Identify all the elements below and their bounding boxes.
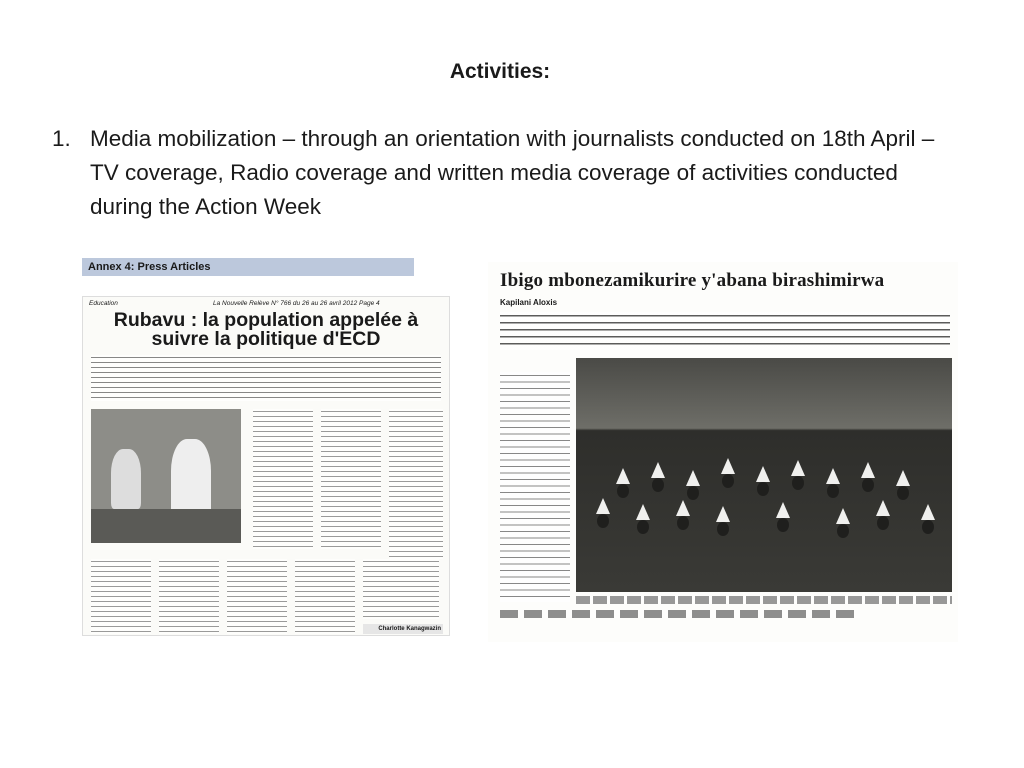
slide-title: Activities: [449,60,551,83]
article-headline-right: Ibigo mbonezamikurire y'abana birashimirwa [500,270,885,291]
photo-caption [576,596,952,604]
newspaper-page [82,296,450,636]
article-footer-text [500,610,860,618]
article-lead-text [91,355,441,401]
masthead-issue: La Nouvelle Relève N° 766 du 26 au 26 avril 2012 Page 4 [213,300,380,307]
bullet-text: Media mobilization – through an orientation with journalists conducted on 18th April – TV coverage, Radio coverage and written media coverage of activities conducted during the Action Week [90,126,935,219]
article-author: Kapilani Aloxis [500,298,558,307]
masthead-section: Education [89,300,118,307]
article-signature: Charlotte Kanagwazin [363,624,443,634]
article-lead-text-right [500,312,950,350]
article-column [253,409,313,549]
article-headline: Rubavu : la population appelée à suivre la politique d'ECD [113,309,419,350]
article-column [389,409,443,559]
bullet-number: 1. [52,126,71,151]
article-column-right [500,372,570,602]
article-column [321,409,381,549]
article-photo-children [576,358,952,592]
press-article-right-image [488,262,958,642]
article-columns [91,559,441,634]
press-article-left-image [82,256,452,641]
article-photo [91,409,241,543]
annex-label: Annex 4: Press Articles [82,258,414,276]
